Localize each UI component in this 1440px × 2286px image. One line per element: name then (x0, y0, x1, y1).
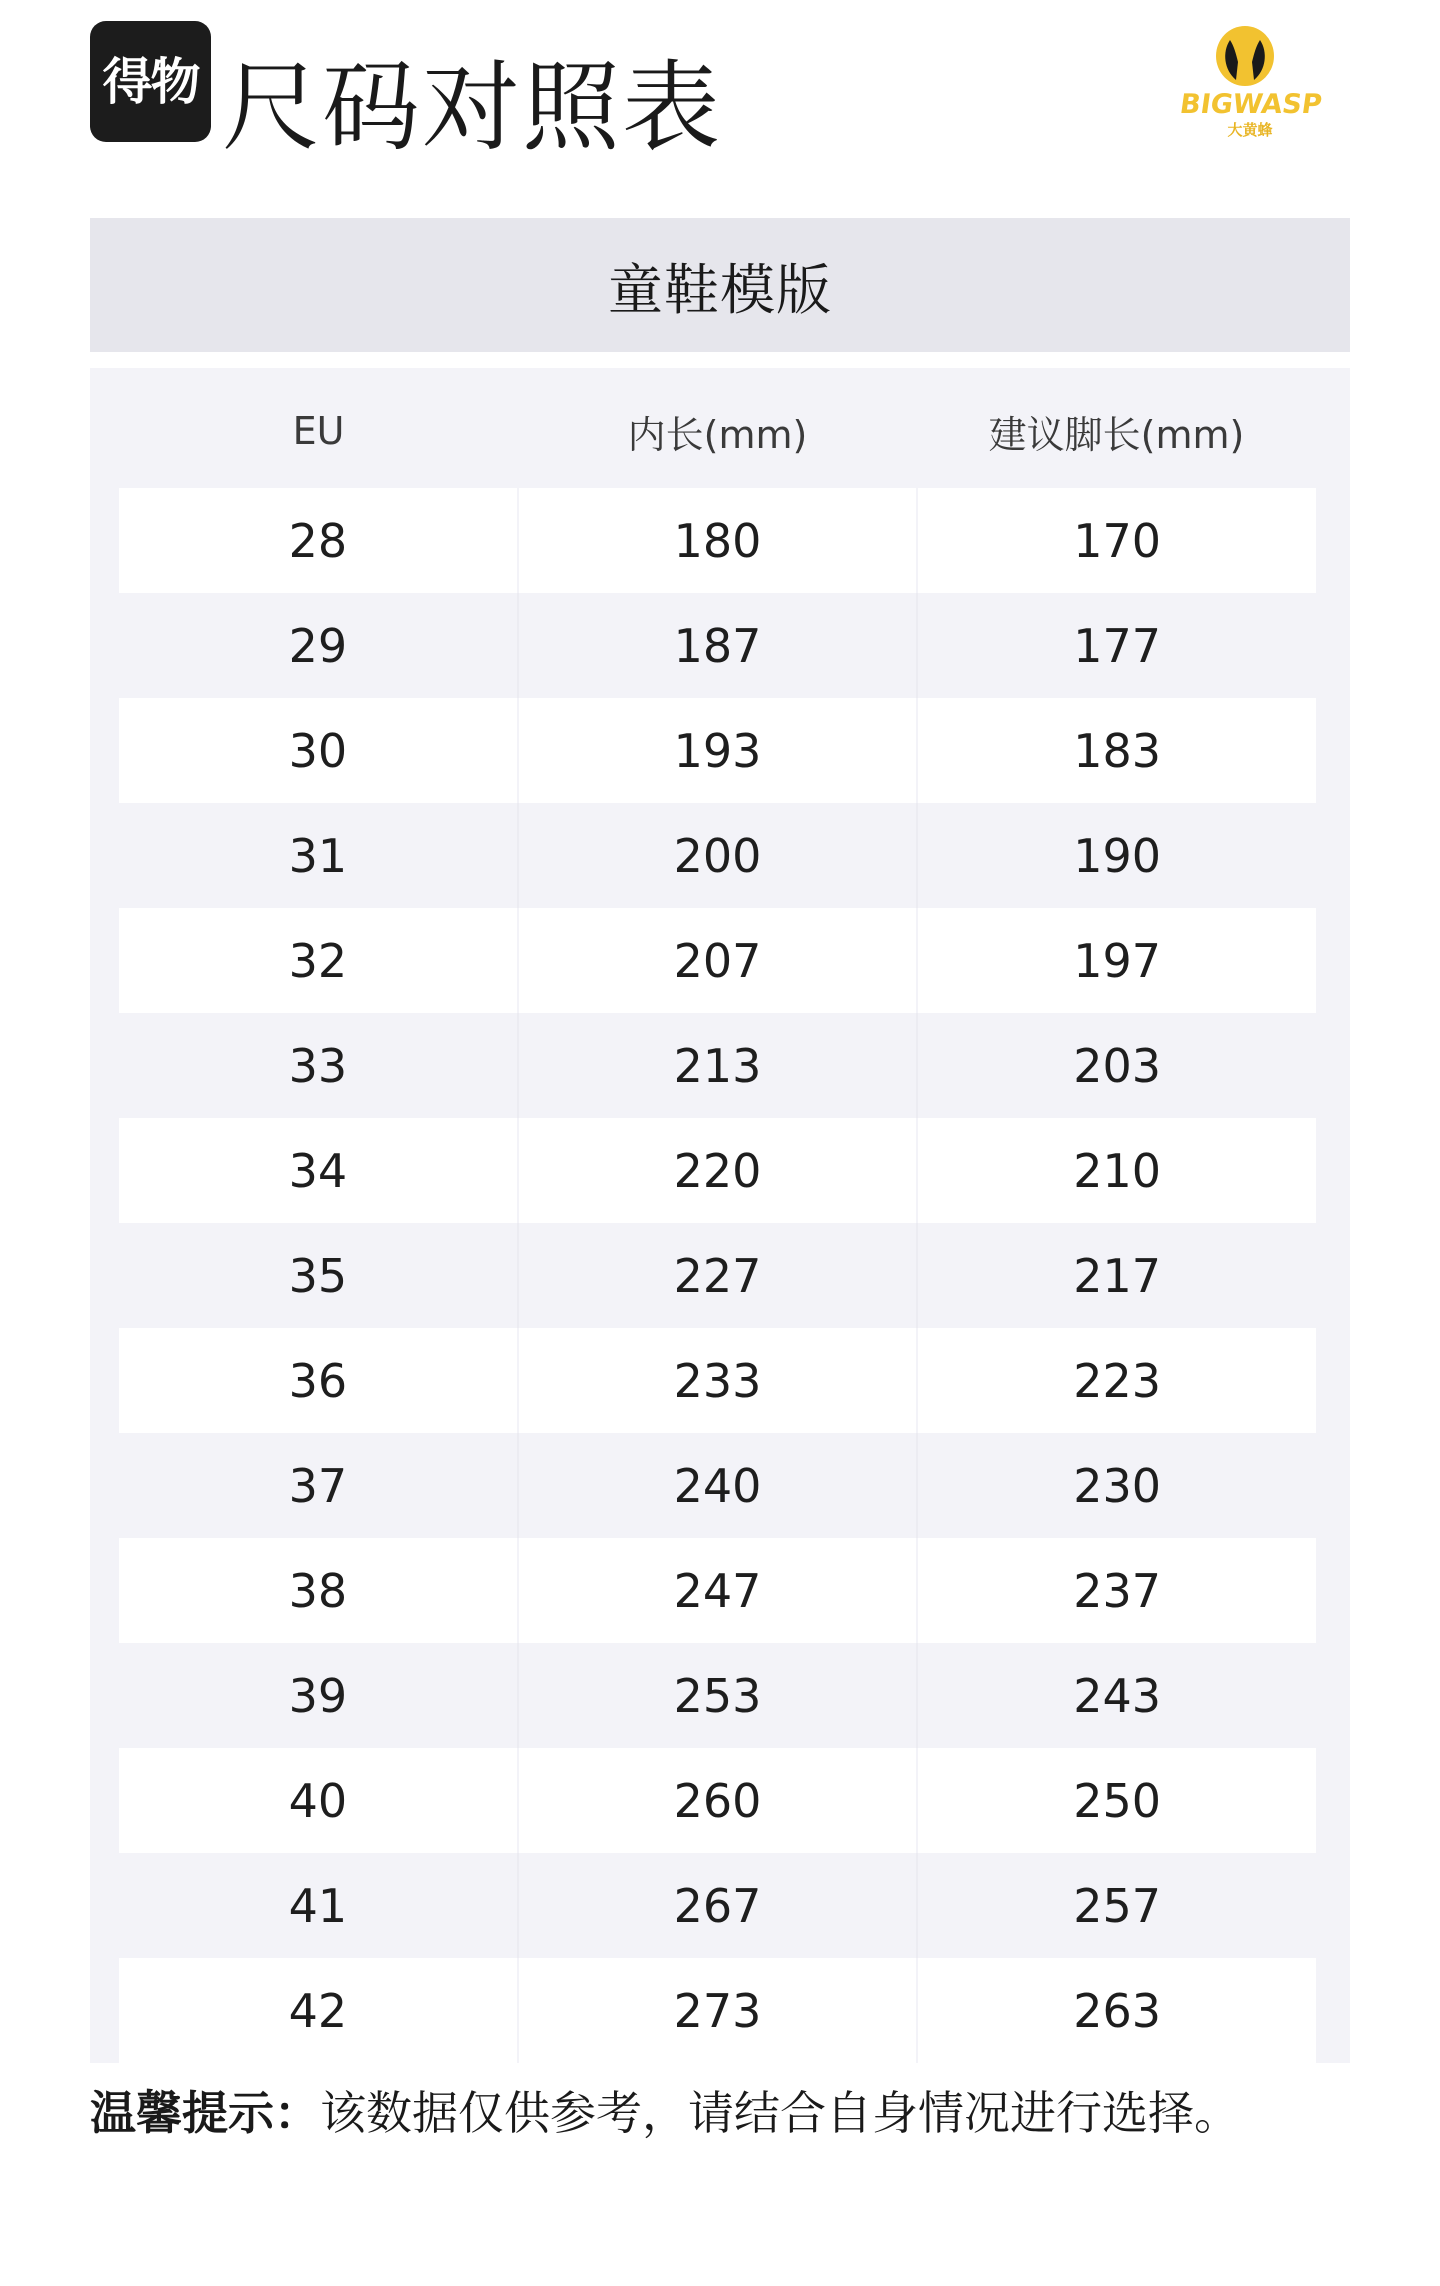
column-header-inner-length: 内长(mm) (627, 412, 808, 457)
table-row (119, 1328, 1316, 1433)
cell-inner-length: 187 (517, 593, 917, 698)
cell-inner-length: 193 (517, 698, 917, 803)
cell-foot-length: 217 (916, 1223, 1316, 1328)
cell-foot-length: 203 (916, 1013, 1316, 1118)
cell-eu: 33 (288, 1038, 348, 1093)
cell-eu: 42 (288, 1983, 348, 2038)
cell-eu: 35 (288, 1248, 348, 1303)
cell-eu: 39 (288, 1668, 348, 1723)
cell-inner-length: 240 (517, 1433, 917, 1538)
table-row (119, 1538, 1316, 1643)
cell-inner-length: 220 (517, 1118, 917, 1223)
cell-eu: 40 (288, 1773, 348, 1828)
cell-eu: 38 (288, 1563, 348, 1618)
size-table (90, 368, 1350, 2063)
table-row (119, 1643, 1316, 1748)
cell-inner-length: 267 (517, 1853, 917, 1958)
brand-subtitle: 大黄蜂 (1227, 121, 1273, 139)
note-text: 该数据仅供参考，请结合自身情况进行选择。 (320, 2086, 1240, 2140)
section-header (90, 218, 1350, 352)
cell-foot-length: 197 (916, 908, 1316, 1013)
cell-foot-length: 190 (916, 803, 1316, 908)
cell-foot-length: 250 (916, 1748, 1316, 1853)
wasp-head-icon (1214, 22, 1276, 88)
cell-foot-length: 257 (916, 1853, 1316, 1958)
brand-name: BIGWASP (1177, 89, 1324, 120)
cell-foot-length: 183 (916, 698, 1316, 803)
cell-inner-length: 253 (517, 1643, 917, 1748)
app-logo (90, 21, 211, 142)
cell-eu: 31 (288, 828, 348, 883)
table-header (119, 368, 1316, 488)
cell-foot-length: 210 (916, 1118, 1316, 1223)
table-row (119, 1958, 1316, 2063)
cell-eu: 36 (288, 1353, 348, 1408)
cell-inner-length: 213 (517, 1013, 917, 1118)
cell-inner-length: 247 (517, 1538, 917, 1643)
table-row (119, 803, 1316, 908)
cell-inner-length: 200 (517, 803, 917, 908)
cell-inner-length: 260 (517, 1748, 917, 1853)
cell-eu: 28 (288, 513, 348, 568)
cell-inner-length: 233 (517, 1328, 917, 1433)
table-row (119, 1433, 1316, 1538)
table-row (119, 488, 1316, 593)
cell-eu: 34 (288, 1143, 348, 1198)
page-title: 尺码对照表 (222, 51, 723, 165)
table-row (119, 1748, 1316, 1853)
table-row (119, 1013, 1316, 1118)
cell-inner-length: 227 (517, 1223, 917, 1328)
cell-foot-length: 177 (916, 593, 1316, 698)
column-header-foot-length: 建议脚长(mm) (988, 412, 1245, 457)
app-logo-text: 得物 (102, 52, 199, 111)
table-row (119, 698, 1316, 803)
cell-inner-length: 180 (517, 488, 917, 593)
table-row (119, 1118, 1316, 1223)
table-row (119, 593, 1316, 698)
note-label: 温馨提示： (90, 2086, 320, 2140)
cell-eu: 30 (288, 723, 348, 778)
brand-logo (1177, 20, 1324, 150)
table-row (119, 1853, 1316, 1958)
cell-foot-length: 170 (916, 488, 1316, 593)
table-row (119, 908, 1316, 1013)
section-title: 童鞋模版 (607, 257, 832, 322)
cell-eu: 32 (288, 933, 348, 988)
table-row (119, 1223, 1316, 1328)
cell-foot-length: 263 (916, 1958, 1316, 2063)
footer-note (90, 2080, 1350, 2146)
table-body (119, 488, 1316, 2063)
cell-eu: 41 (288, 1878, 348, 1933)
cell-foot-length: 237 (916, 1538, 1316, 1643)
cell-inner-length: 207 (517, 908, 917, 1013)
cell-foot-length: 223 (916, 1328, 1316, 1433)
cell-foot-length: 230 (916, 1433, 1316, 1538)
cell-eu: 37 (288, 1458, 348, 1513)
cell-foot-length: 243 (916, 1643, 1316, 1748)
column-header-eu: EU (292, 409, 345, 453)
cell-eu: 29 (288, 618, 348, 673)
cell-inner-length: 273 (517, 1958, 917, 2063)
